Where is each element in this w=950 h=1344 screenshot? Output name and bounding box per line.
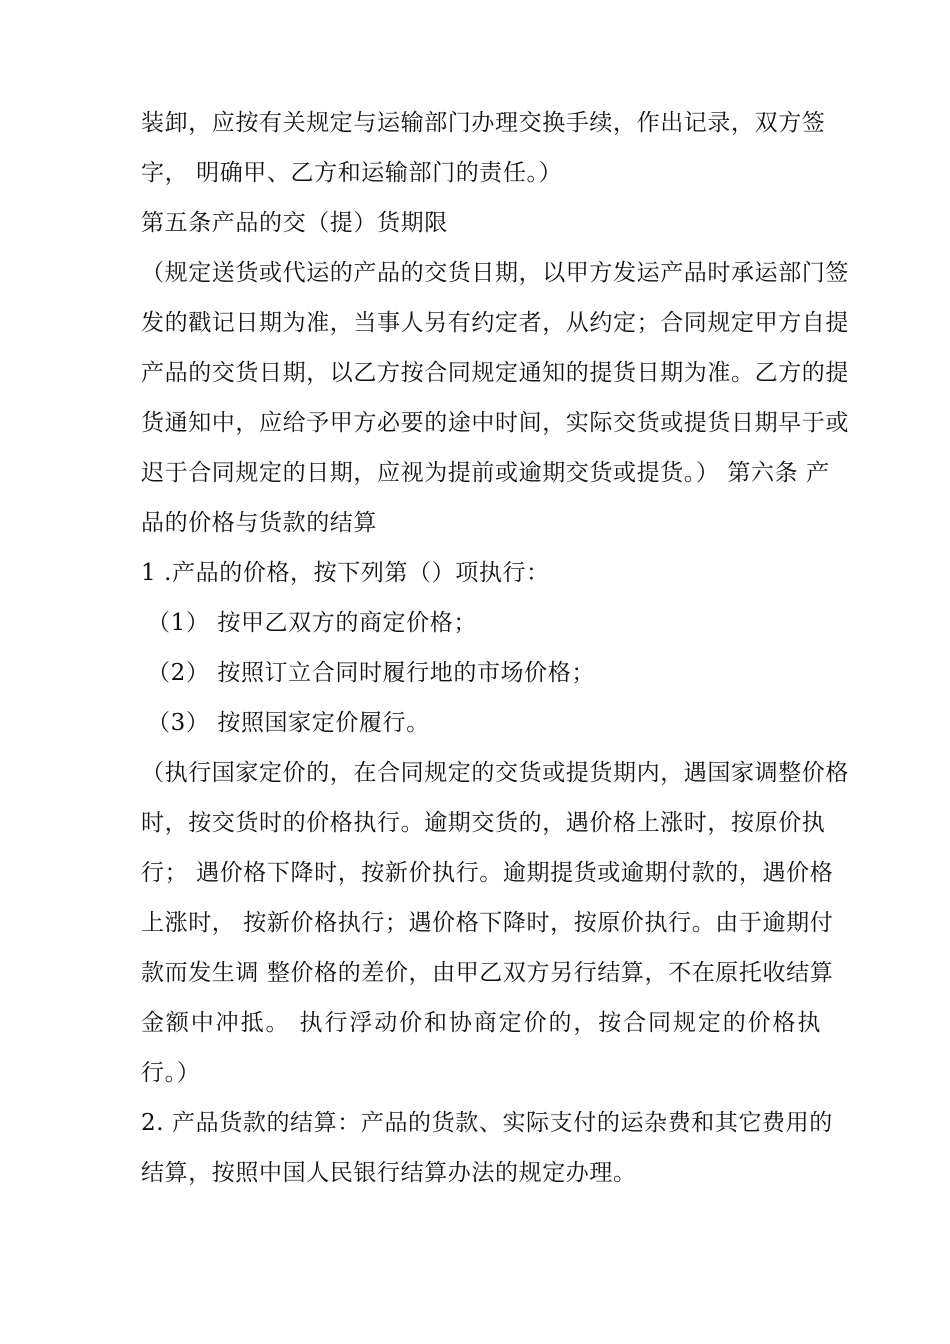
text-line: 字， 明确甲、乙方和运输部门的责任。） — [141, 160, 563, 186]
text-line: （执行国家定价的，在合同规定的交货或提货期内，遇国家调整价格 — [141, 760, 849, 786]
text-line: 发的戳记日期为准，当事人另有约定者，从约定；合同规定甲方自提 — [141, 310, 849, 336]
text-line: 金额中冲抵。 执行浮动价和协商定价的，按合同规定的价格执 — [141, 1010, 821, 1036]
text-line: 行。） — [141, 1060, 201, 1086]
list-item: （2） 按照订立合同时履行地的市场价格； — [147, 660, 595, 686]
text-line: 结算，按照中国人民银行结算办法的规定办理。 — [141, 1160, 637, 1186]
text-line: 货通知中，应给予甲方必要的途中时间，实际交货或提货日期早于或 — [141, 410, 849, 436]
text-line: （规定送货或代运的产品的交货日期，以甲方发运产品时承运部门签 — [141, 260, 849, 286]
text-line: 品的价格与货款的结算 — [141, 510, 377, 536]
text-line: 装卸，应按有关规定与运输部门办理交换手续，作出记录，双方签 — [141, 110, 826, 136]
list-heading: 1 .产品的价格，按下列第（）项执行： — [141, 560, 550, 586]
section-heading: 第五条产品的交（提）货期限 — [141, 210, 448, 236]
text-line: 产品的交货日期，以乙方按合同规定通知的提货日期为准。乙方的提 — [141, 360, 849, 386]
list-item: （3） 按照国家定价履行。 — [147, 710, 430, 736]
text-line: 时，按交货时的价格执行。逾期交货的，遇价格上涨时，按原价执 — [141, 810, 826, 836]
text-line: 款而发生调 整价格的差价，由甲乙双方另行结算，不在原托收结算 — [141, 960, 834, 986]
text-line: 2. 产品货款的结算：产品的货款、实际支付的运杂费和其它费用的 — [141, 1110, 833, 1136]
text-line: 上涨时， 按新价格执行；遇价格下降时，按原价执行。由于逾期付 — [141, 910, 834, 936]
text-line: 迟于合同规定的日期，应视为提前或逾期交货或提货。） 第六条 产 — [141, 460, 830, 486]
text-line: 行； 遇价格下降时，按新价执行。逾期提货或逾期付款的，遇价格 — [141, 860, 834, 886]
list-item: （1） 按甲乙双方的商定价格； — [147, 610, 477, 636]
